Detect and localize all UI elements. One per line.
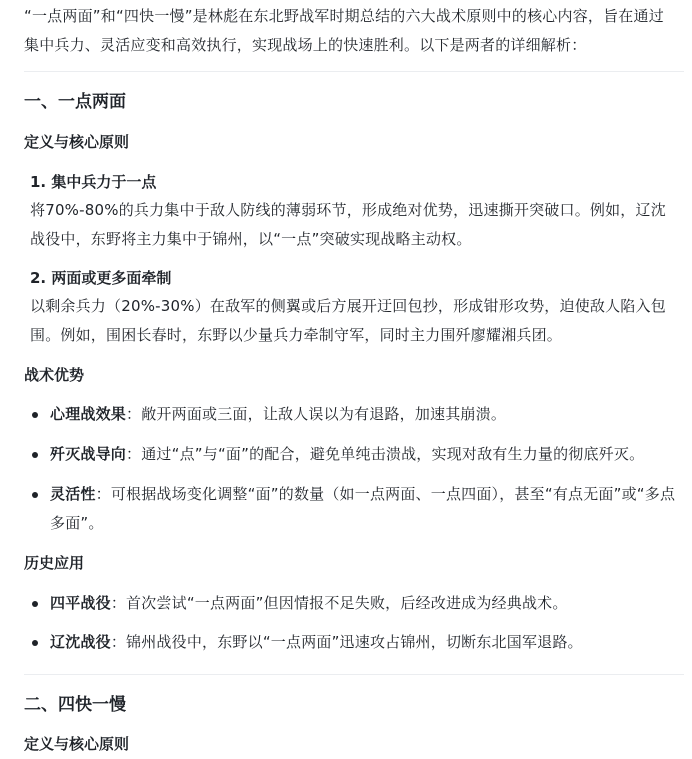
bullet-dot-icon xyxy=(32,412,38,418)
bullet-dot-icon xyxy=(32,640,38,646)
list-item xyxy=(24,589,684,618)
bullet-dot-icon xyxy=(32,452,38,458)
bullet-dot-icon xyxy=(32,601,38,607)
section1-definition-heading: 定义与核心原则 xyxy=(24,133,130,151)
bullet-dot-icon xyxy=(32,492,38,498)
bullet-term: 歼灭战导向 xyxy=(50,445,127,463)
section-divider xyxy=(24,674,684,675)
bullet-term: 四平战役 xyxy=(50,594,111,612)
point2-title: 2. 两面或更多面牵制 xyxy=(30,269,172,287)
bullet-separator: ： xyxy=(110,594,127,612)
list-item xyxy=(24,628,684,657)
point2-body: 以剩余兵力（20%-30%）在敌军的侧翼或后方展开迂回包抄，形成钳形攻势，迫使敌人陷入包围。例如，围困长春时，东野以少量兵力牵制守军，同时主力围歼廖耀湘兵团。 xyxy=(30,297,666,344)
bullet-text: 锦州战役中，东野以“一点两面”迅速攻占锦州，切断东北国军退路。 xyxy=(126,633,583,651)
bullet-text: 首次尝试“一点两面”但因情报不足失败，后经改进成为经典战术。 xyxy=(126,594,568,612)
bullet-term: 辽沈战役 xyxy=(50,633,111,651)
bullet-separator: ： xyxy=(95,485,111,503)
section1-heading: 一、一点两面 xyxy=(24,92,126,112)
bullet-text: 可根据战场变化调整“面”的数量（如一点两面、一点四面），甚至“有点无面”或“多点多面”。 xyxy=(50,485,676,532)
bullet-separator: ： xyxy=(110,633,127,651)
point1-body: 将70%-80%的兵力集中于敌人防线的薄弱环节，形成绝对优势，迅速撕开突破口。例如，辽沈战役中，东野将主力集中于锦州，以“一点”突破实现战略主动权。 xyxy=(30,201,666,248)
list-item xyxy=(24,440,684,469)
list-item xyxy=(24,480,684,538)
section2-heading: 二、四快一慢 xyxy=(24,695,126,715)
section-divider xyxy=(24,71,684,72)
history-heading: 历史应用 xyxy=(24,554,85,572)
list-item xyxy=(24,400,684,429)
point1-title: 1. 集中兵力于一点 xyxy=(30,173,157,191)
bullet-term: 心理战效果 xyxy=(50,405,127,423)
bullet-separator: ： xyxy=(126,445,142,463)
bullet-term: 灵活性 xyxy=(50,485,96,503)
intro-paragraph: “一点两面”和“四快一慢”是林彪在东北野战军时期总结的六大战术原则中的核心内容，旨在通过集中兵力、灵活应变和高效执行，实现战场上的快速胜利。以下是两者的详细解析： xyxy=(24,7,664,54)
bullet-text: 敞开两面或三面，让敌人误以为有退路，加速其崩溃。 xyxy=(141,405,507,423)
section2-definition-heading: 定义与核心原则 xyxy=(24,735,130,753)
bullet-separator: ： xyxy=(126,405,142,423)
bullet-text: 通过“点”与“面”的配合，避免单纯击溃战，实现对敌有生力量的彻底歼灭。 xyxy=(141,445,645,463)
advantages-heading: 战术优势 xyxy=(24,366,85,384)
